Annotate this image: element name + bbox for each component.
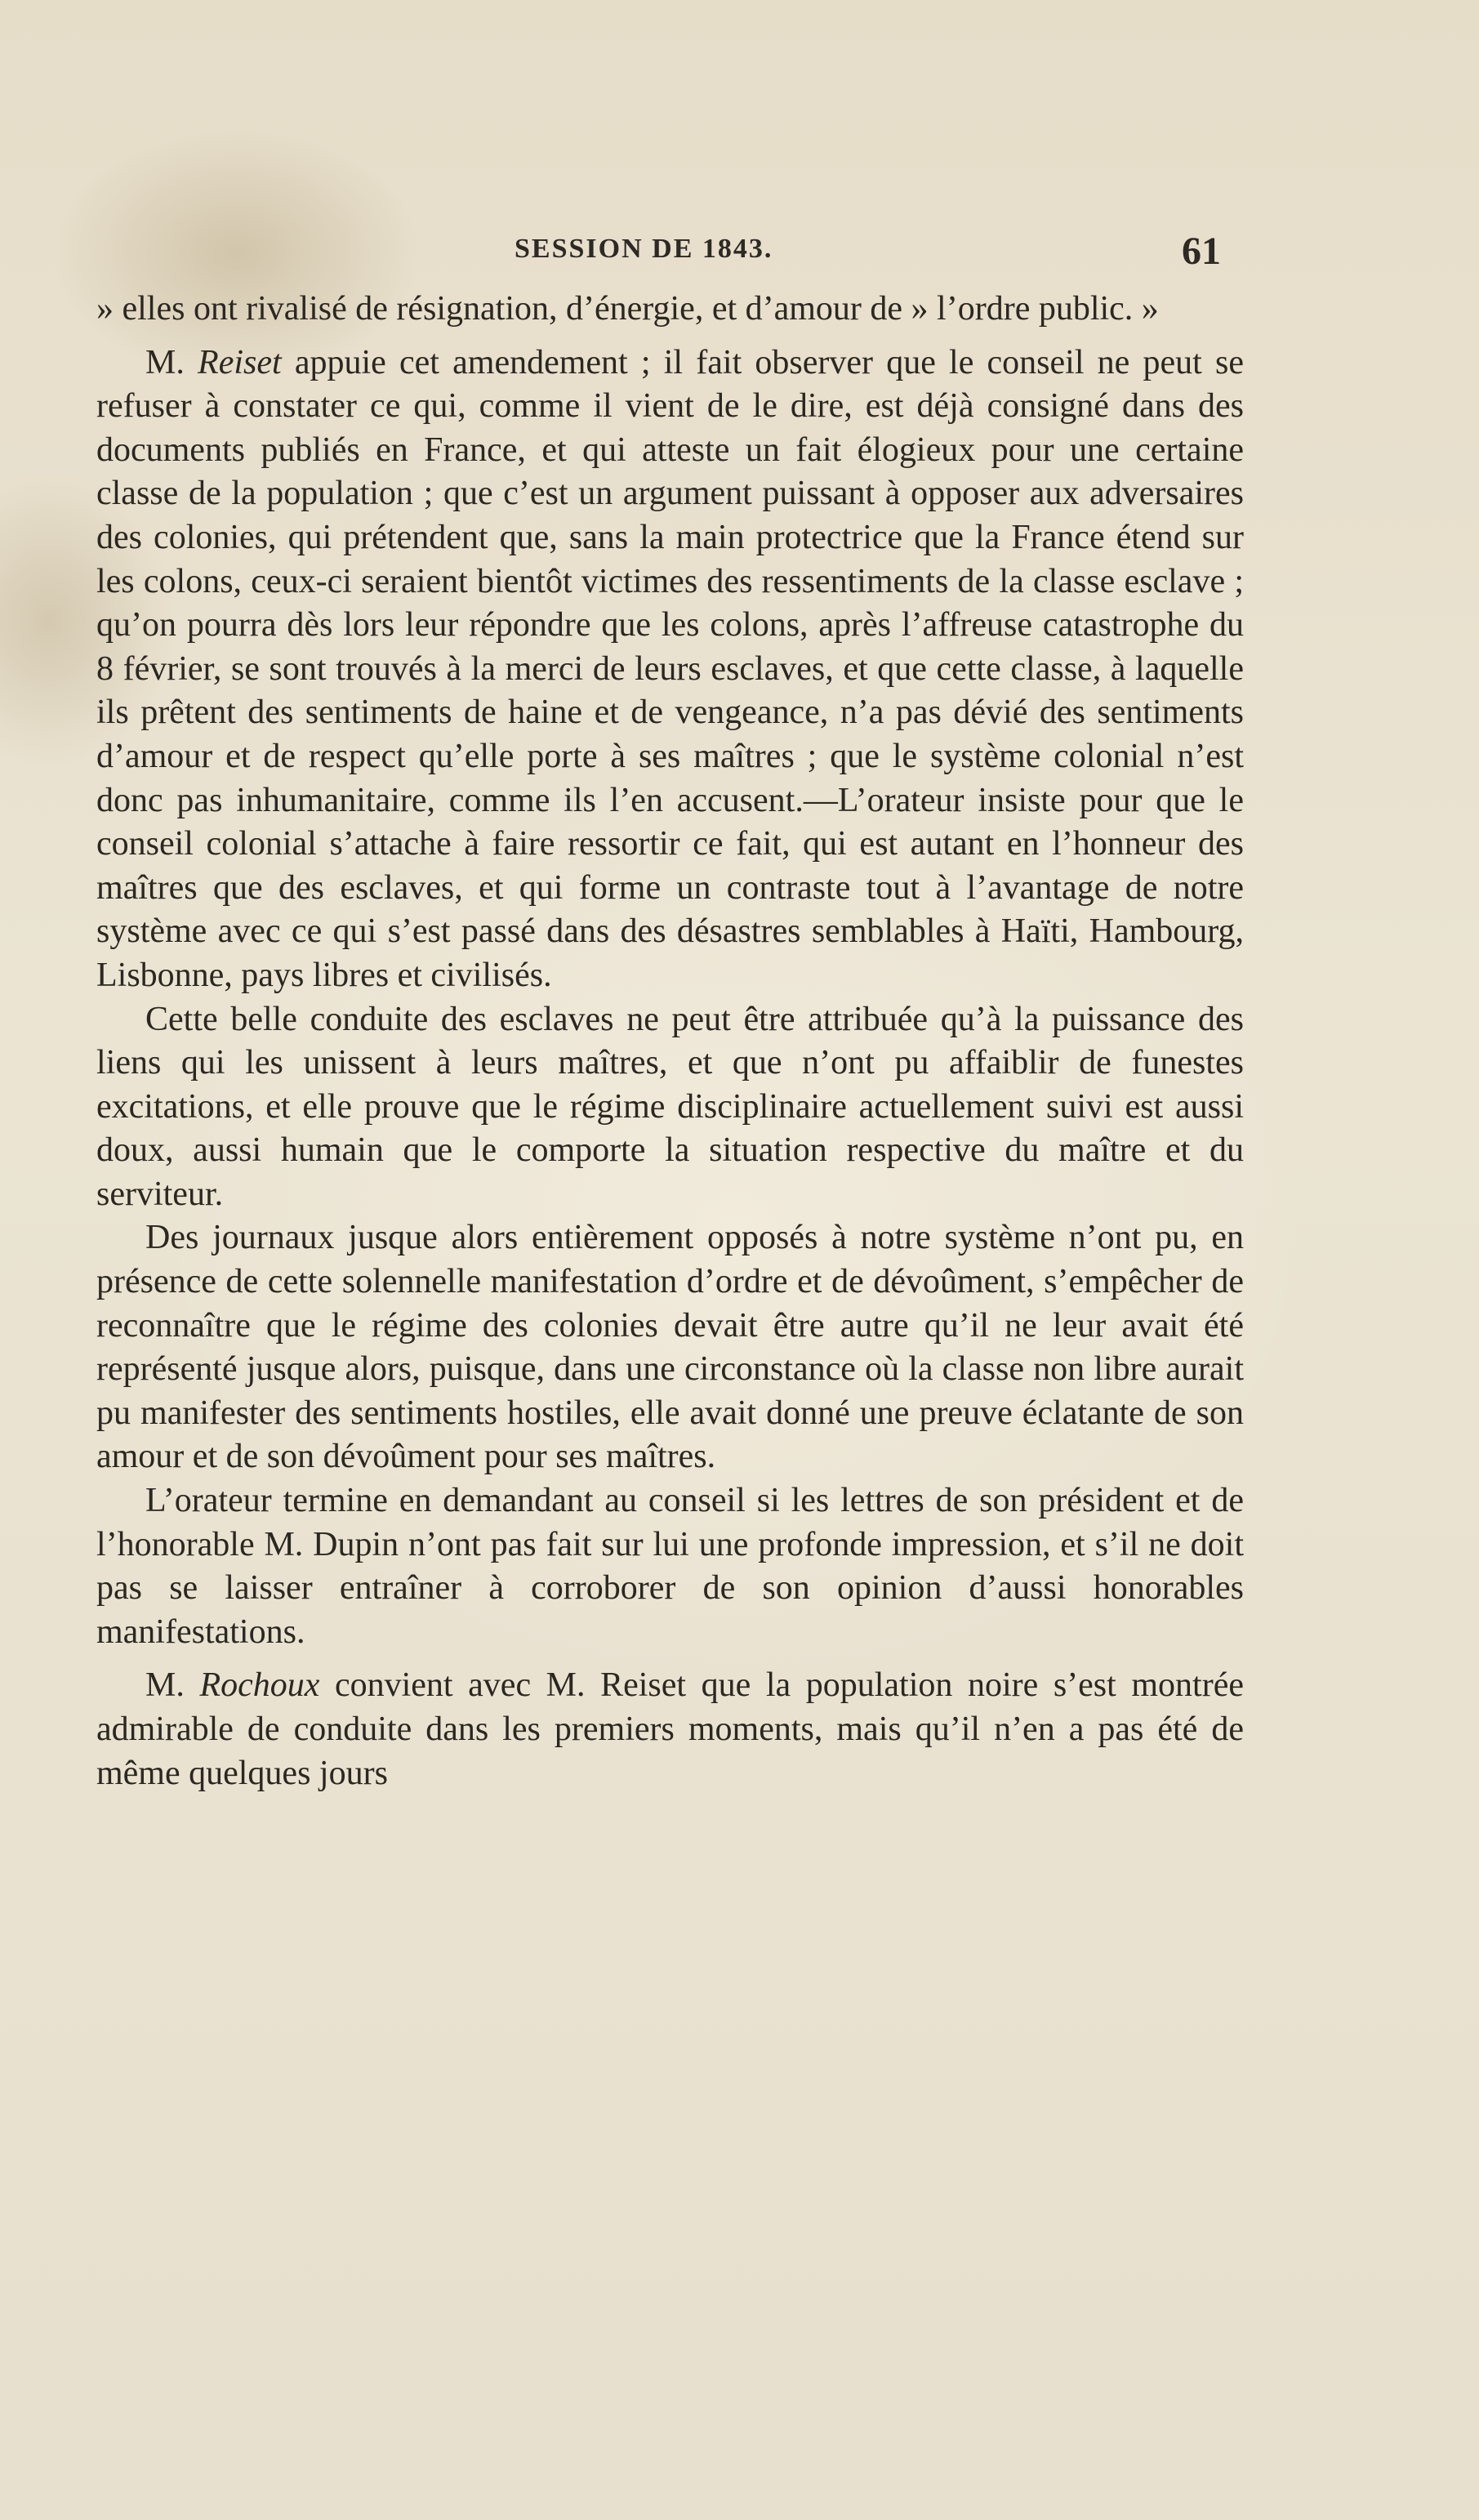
speaker-name-rochoux: Rochoux	[199, 1666, 320, 1705]
page-header	[106, 229, 1237, 278]
paragraph-conduct: Cette belle conduite des esclaves ne peut être attribuée qu’à la puissance des liens qui les unissent à leurs maîtres, et que n’ont pu affaiblir de funestes excitations, et elle prouve que le régime disciplinaire actuellement suivi est aussi doux, aussi humain que le comporte la situation respective du maître et du serviteur.	[96, 1000, 1244, 1213]
paragraph-text: convient avec M. Reiset que la population noire s’est montrée admirable de conduite dans les premiers moments, mais qu’il n’en a pas été de même quelques jours	[96, 1666, 1244, 1792]
running-title: SESSION DE 1843.	[515, 234, 773, 264]
speaker-name-reiset: Reiset	[198, 343, 282, 381]
quotation-end: » elles ont rivalisé de résignation, d’énergie, et d’amour de » l’ordre public. »	[96, 290, 1159, 328]
paragraph-reiset	[96, 341, 1244, 998]
paragraph-conclusion: L’orateur termine en demandant au conseil si les lettres de son président et de l’honorable M. Dupin n’ont pas fait sur lui une profonde impression, et s’il ne doit pas se laisser entraîner à corroborer de son opinion d’aussi honorables manifestations.	[96, 1482, 1244, 1651]
paragraph-text: appuie cet amendement ; il fait observer que le conseil ne peut se refuser à constater ce qui, comme il vient de le dire, est déjà consigné dans des documents publiés en France, et qui atteste un fait élogieux pour une certaine classe de la population ; que c’est un argument puissant à opposer aux adversaires des colonies, qui prétendent que, sans la main protectrice que la France étend sur les colons, ceux-ci seraient bientôt victimes des ressentiments de la classe esclave ; qu’on pourra dès lors leur répondre que les colons, après l’affreuse catastrophe du 8 février, se sont trouvés à la merci de leurs esclaves, et que cette classe, à laquelle ils prêtent des sentiments de haine et de vengeance, n’a pas dévié des sentiments d’amour et de respect qu’elle porte à ses maîtres ; que le système colonial n’est donc pas inhumanitaire, comme ils l’en accusent.—L’orateur insiste pour que le conseil colonial s’attache à faire ressortir ce fait, qui est autant en l’honneur des maîtres que des esclaves, et qui forme un contraste tout à l’avantage de notre système avec ce qui s’est passé dans des désastres semblables à Haïti, Hambourg, Lisbonne, pays libres et civilisés.	[96, 343, 1244, 994]
body-text	[96, 288, 1244, 1795]
speaker-prefix: M.	[145, 1666, 185, 1705]
speaker-prefix: M.	[145, 343, 185, 381]
paragraph-journals: Des journaux jusque alors entièrement opposés à notre système n’ont pu, en présence de cette solennelle manifestation d’ordre et de dévoûment, s’empêcher de reconnaître que le régime des colonies devait être autre qu’il ne leur avait été représenté jusque alors, puisque, dans une circonstance où la classe non libre aurait pu manifester des sentiments hostiles, elle avait donné une preuve éclatante de son amour et de son dévoûment pour ses maîtres.	[96, 1219, 1244, 1476]
paragraph-rochoux	[96, 1664, 1244, 1795]
page-number: 61	[1182, 230, 1221, 273]
